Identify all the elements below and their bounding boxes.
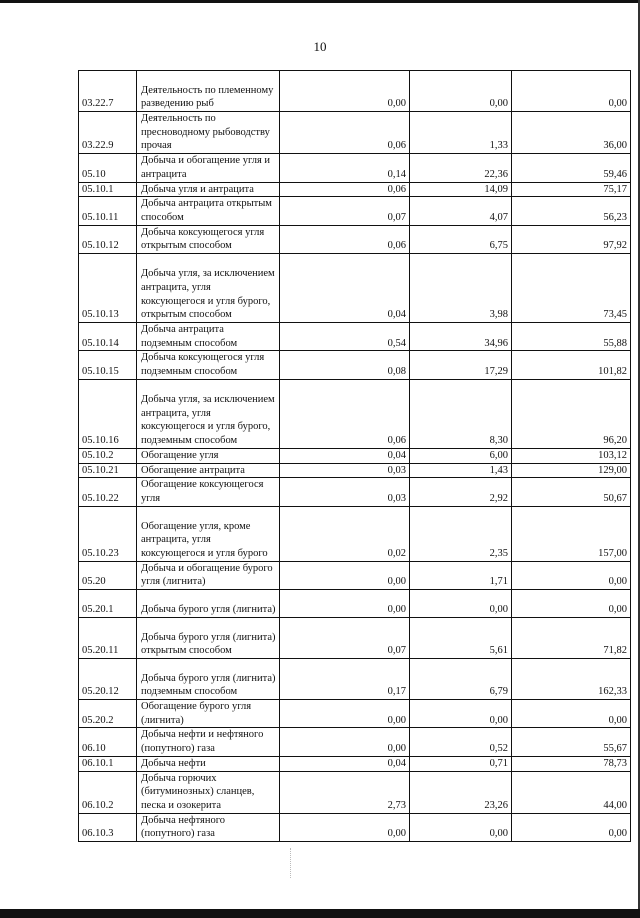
table-row [79, 448, 631, 463]
activity-name: Добыча бурого угля (лигнита) подземным способом [137, 659, 280, 700]
value-col-1: 0,07 [280, 618, 410, 659]
value-col-3: 0,00 [512, 71, 631, 112]
activity-name: Добыча коксующегося угля подземным способом [137, 351, 280, 379]
value-col-3: 56,23 [512, 197, 631, 225]
value-col-2: 0,00 [410, 590, 512, 618]
table-row [79, 112, 631, 154]
table-row [79, 225, 631, 253]
value-col-3: 162,33 [512, 659, 631, 700]
value-col-2: 8,30 [410, 379, 512, 448]
value-col-2: 0,71 [410, 756, 512, 771]
table-row [79, 351, 631, 379]
value-col-2: 23,26 [410, 771, 512, 813]
table-row [79, 700, 631, 728]
value-col-1: 0,06 [280, 379, 410, 448]
value-col-1: 0,04 [280, 254, 410, 323]
activity-name: Обогащение коксующегося угля [137, 478, 280, 506]
value-col-2: 34,96 [410, 323, 512, 351]
table-row [79, 379, 631, 448]
activity-code: 06.10.3 [79, 813, 137, 841]
value-col-1: 0,06 [280, 225, 410, 253]
value-col-2: 1,43 [410, 463, 512, 478]
table-row [79, 771, 631, 813]
value-col-2: 5,61 [410, 618, 512, 659]
activity-code: 05.10.15 [79, 351, 137, 379]
activity-name: Добыча и обогащение бурого угля (лигнита) [137, 561, 280, 589]
value-col-1: 0,00 [280, 728, 410, 756]
activity-name: Добыча бурого угля (лигнита) [137, 590, 280, 618]
table-row [79, 71, 631, 112]
activity-name: Добыча нефтяного (попутного) газа [137, 813, 280, 841]
table-row [79, 659, 631, 700]
value-col-1: 0,00 [280, 561, 410, 589]
table-row [79, 590, 631, 618]
activity-code: 05.10.12 [79, 225, 137, 253]
value-col-2: 2,35 [410, 506, 512, 561]
value-col-2: 6,00 [410, 448, 512, 463]
value-col-1: 0,03 [280, 478, 410, 506]
activity-code: 05.10.2 [79, 448, 137, 463]
activity-code: 06.10.2 [79, 771, 137, 813]
value-col-1: 0,06 [280, 182, 410, 197]
activity-code: 05.10 [79, 154, 137, 182]
activity-code: 05.10.1 [79, 182, 137, 197]
value-col-1: 0,17 [280, 659, 410, 700]
value-col-1: 0,08 [280, 351, 410, 379]
table-row [79, 756, 631, 771]
page-number: 10 [313, 39, 327, 54]
value-col-3: 0,00 [512, 700, 631, 728]
scan-top-edge [0, 0, 640, 3]
activity-name: Добыча и обогащение угля и антрацита [137, 154, 280, 182]
value-col-3: 0,00 [512, 590, 631, 618]
value-col-2: 2,92 [410, 478, 512, 506]
activity-name: Добыча угля, за исключением антрацита, угля коксующегося и угля бурого, открытым способом [137, 254, 280, 323]
table-row [79, 728, 631, 756]
value-col-2: 0,00 [410, 813, 512, 841]
value-col-3: 0,00 [512, 813, 631, 841]
activity-name: Обогащение угля [137, 448, 280, 463]
scan-bottom-edge [0, 909, 640, 918]
value-col-1: 0,54 [280, 323, 410, 351]
value-col-3: 50,67 [512, 478, 631, 506]
value-col-3: 59,46 [512, 154, 631, 182]
value-col-2: 6,79 [410, 659, 512, 700]
activity-code: 05.10.11 [79, 197, 137, 225]
value-col-1: 0,04 [280, 756, 410, 771]
value-col-1: 0,14 [280, 154, 410, 182]
activity-code: 05.20 [79, 561, 137, 589]
activity-code: 05.10.21 [79, 463, 137, 478]
value-col-3: 71,82 [512, 618, 631, 659]
activity-table [78, 70, 631, 842]
value-col-1: 0,03 [280, 463, 410, 478]
table-row [79, 197, 631, 225]
activity-name: Добыча нефти [137, 756, 280, 771]
value-col-3: 96,20 [512, 379, 631, 448]
table-row [79, 618, 631, 659]
value-col-2: 0,52 [410, 728, 512, 756]
activity-name: Обогащение антрацита [137, 463, 280, 478]
activity-code: 05.20.1 [79, 590, 137, 618]
value-col-3: 73,45 [512, 254, 631, 323]
activity-name: Добыча коксующегося угля открытым способом [137, 225, 280, 253]
value-col-3: 157,00 [512, 506, 631, 561]
activity-name: Добыча горючих (битуминозных) сланцев, песка и озокерита [137, 771, 280, 813]
activity-code: 05.20.12 [79, 659, 137, 700]
activity-name: Обогащение бурого угля (лигнита) [137, 700, 280, 728]
value-col-2: 3,98 [410, 254, 512, 323]
value-col-2: 14,09 [410, 182, 512, 197]
value-col-1: 0,06 [280, 112, 410, 154]
table-row [79, 506, 631, 561]
value-col-2: 0,00 [410, 700, 512, 728]
activity-name: Обогащение угля, кроме антрацита, угля коксующегося и угля бурого [137, 506, 280, 561]
activity-name: Деятельность по племенному разведению рыб [137, 71, 280, 112]
activity-code: 05.10.16 [79, 379, 137, 448]
activity-code: 05.10.14 [79, 323, 137, 351]
table-row [79, 154, 631, 182]
value-col-3: 101,82 [512, 351, 631, 379]
table-row [79, 478, 631, 506]
activity-code: 05.10.13 [79, 254, 137, 323]
activity-code: 05.20.2 [79, 700, 137, 728]
table-row [79, 254, 631, 323]
value-col-1: 0,00 [280, 813, 410, 841]
value-col-3: 129,00 [512, 463, 631, 478]
value-col-1: 0,00 [280, 71, 410, 112]
table-row [79, 813, 631, 841]
value-col-2: 6,75 [410, 225, 512, 253]
value-col-2: 22,36 [410, 154, 512, 182]
table-row [79, 323, 631, 351]
activity-code: 06.10.1 [79, 756, 137, 771]
table-row [79, 463, 631, 478]
value-col-1: 0,02 [280, 506, 410, 561]
activity-name: Добыча антрацита подземным способом [137, 323, 280, 351]
activity-name: Деятельность по пресноводному рыбоводству прочая [137, 112, 280, 154]
value-col-3: 103,12 [512, 448, 631, 463]
activity-code: 05.10.23 [79, 506, 137, 561]
activity-code: 05.10.22 [79, 478, 137, 506]
value-col-1: 0,04 [280, 448, 410, 463]
value-col-1: 2,73 [280, 771, 410, 813]
activity-name: Добыча угля и антрацита [137, 182, 280, 197]
value-col-3: 97,92 [512, 225, 631, 253]
activity-name: Добыча угля, за исключением антрацита, угля коксующегося и угля бурого, подземным способом [137, 379, 280, 448]
activity-code: 03.22.9 [79, 112, 137, 154]
value-col-3: 75,17 [512, 182, 631, 197]
table-row [79, 561, 631, 589]
activity-name: Добыча антрацита открытым способом [137, 197, 280, 225]
value-col-2: 1,33 [410, 112, 512, 154]
value-col-2: 0,00 [410, 71, 512, 112]
value-col-1: 0,07 [280, 197, 410, 225]
activity-code: 03.22.7 [79, 71, 137, 112]
activity-code: 06.10 [79, 728, 137, 756]
value-col-3: 0,00 [512, 561, 631, 589]
value-col-3: 78,73 [512, 756, 631, 771]
table-row [79, 182, 631, 197]
value-col-1: 0,00 [280, 590, 410, 618]
value-col-3: 44,00 [512, 771, 631, 813]
activity-name: Добыча бурого угля (лигнита) открытым способом [137, 618, 280, 659]
value-col-2: 4,07 [410, 197, 512, 225]
scan-artifact [290, 848, 292, 878]
value-col-2: 1,71 [410, 561, 512, 589]
value-col-3: 55,88 [512, 323, 631, 351]
activity-name: Добыча нефти и нефтяного (попутного) газа [137, 728, 280, 756]
value-col-2: 17,29 [410, 351, 512, 379]
value-col-3: 36,00 [512, 112, 631, 154]
activity-code: 05.20.11 [79, 618, 137, 659]
value-col-3: 55,67 [512, 728, 631, 756]
table-body [79, 71, 631, 842]
value-col-1: 0,00 [280, 700, 410, 728]
